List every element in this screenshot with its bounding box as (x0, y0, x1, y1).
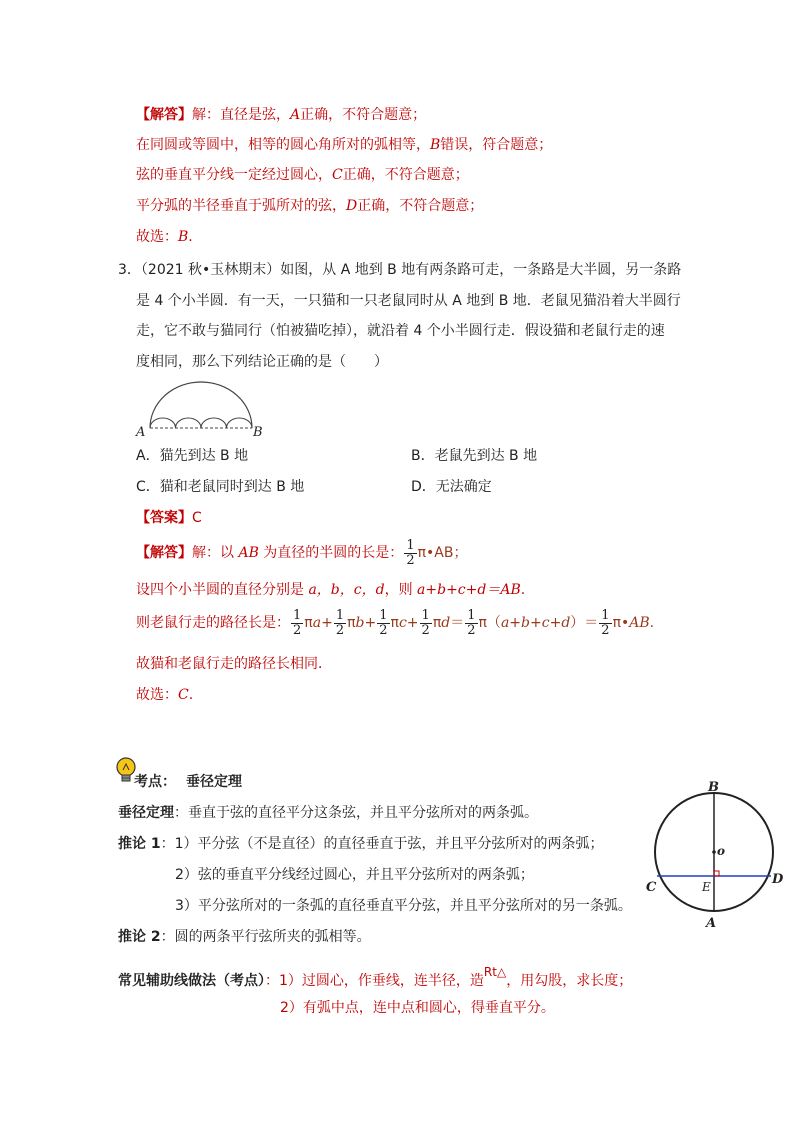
label-d: D (772, 872, 784, 887)
q3-solution-line2: 设四个小半圆的直径分别是 a，b，c，d，则 a+b+c+d＝AB. (136, 582, 526, 598)
fraction-half: $\frac{1}{2}$ (421, 607, 430, 638)
q3-solution-line1: 【解答】解：以 AB 为直径的半圆的长是： $\frac{1}{2}$ π•AB； (136, 537, 468, 568)
large-semicircle (150, 382, 252, 428)
formula-part: π•AB. (612, 615, 655, 631)
q3-answer: 【答案】C (136, 510, 202, 526)
label-b: B (253, 425, 263, 440)
fraction-half: $\frac{1}{2}$ (335, 607, 345, 638)
circle-diagram (640, 775, 790, 935)
kaodian-title: 考点： 垂径定理 (134, 774, 242, 790)
label-c: C (646, 880, 657, 895)
formula-part: πa+ (304, 615, 333, 631)
q2-solution-line1: 【解答】解：直径是弦，A正确，不符合题意； (136, 107, 427, 123)
option-b: B．老鼠先到达 B 地 (411, 448, 538, 464)
fraction-half: $\frac{1}{2}$ (601, 607, 610, 638)
corollary1-item3: 3）平分弦所对的一条弧的直径垂直平分弦，并且平分弦所对的另一条弧。 (175, 898, 632, 914)
q3-line2: 是 4 个小半圆．有一天，一只猫和一只老鼠同时从 A 地到 B 地．老鼠见猫沿着大半圆行 (136, 293, 681, 309)
question-number: 3． (118, 262, 141, 278)
rt-triangle: Rt△ (483, 965, 507, 979)
option-c: C．猫和老鼠同时到达 B 地 (136, 479, 305, 495)
label-a: A (706, 916, 717, 931)
q3-solution-line3: 则老鼠行走的路径长是： $\frac{1}{2}$ πa+ $\frac{1}{2}$ πb+ $\frac{1}{2}$ πc+ $\frac{1}{2}$ πd＝ $\frac{1}{2}$ π（a+b+c+d）＝ $\frac{1}{2}$ π•AB. (136, 607, 655, 638)
q3-line1: 3．（2021 秋•玉林期末）如图，从 A 地到 B 地有两条路可走，一条路是大半圆，另一条路 (118, 262, 682, 278)
q2-choose: 故选：B. (136, 229, 193, 245)
corollary1-item2: 2）弦的垂直平分线经过圆心，并且平分弦所对的两条弧； (175, 867, 534, 883)
label-o: o (717, 844, 726, 858)
formula-part: πc+ (390, 615, 419, 631)
fraction-half: $\frac{1}{2}$ (379, 607, 388, 638)
center-point (712, 850, 716, 854)
small-semicircles (150, 418, 252, 428)
formula-part: πd＝ (432, 615, 465, 631)
label-a: A (136, 425, 146, 440)
formula-part: πb+ (347, 615, 377, 631)
q3-line4: 度相同，那么下列结论正确的是（ ） (136, 354, 388, 370)
q3-choose: 故选：C. (136, 687, 194, 703)
label-e: E (702, 880, 711, 894)
corollary1-line1: 推论 1：1）平分弦（不是直径）的直径垂直于弦，并且平分弦所对的两条弧； (118, 836, 604, 852)
theorem-line: 垂径定理：垂直于弦的直径平分这条弦，并且平分弦所对的两条弧。 (118, 805, 538, 821)
corollary2-line: 推论 2：圆的两条平行弦所夹的弧相等。 (118, 929, 371, 945)
fraction-half: $\frac{1}{2}$ (467, 607, 476, 638)
option-d: D．无法确定 (411, 479, 492, 495)
label-b: B (708, 780, 719, 795)
aux-line2: 2）有弧中点，连中点和圆心，得垂直平分。 (280, 1000, 555, 1016)
solution-tag: 【解答】 (136, 107, 192, 123)
option-a: A．猫先到达 B 地 (136, 448, 249, 464)
q2-solution-line3: 弦的垂直平分线一定经过圆心，C正确，不符合题意； (136, 167, 469, 183)
formula-part: π（a+b+c+d）＝ (478, 615, 599, 631)
q3-conclusion: 故猫和老鼠行走的路径长相同． (136, 656, 332, 672)
fraction-half: $\frac{1}{2}$ (406, 537, 415, 568)
q2-solution-line4: 平分弧的半径垂直于弧所对的弦，D正确，不符合题意； (136, 198, 484, 214)
aux-line1: 常见辅助线做法（考点）：1）过圆心，作垂线，连半径，造Rt△，用勾股，求长度； (118, 965, 633, 989)
fraction-half: $\frac{1}{2}$ (293, 607, 302, 638)
q3-line3: 走，它不敢与猫同行（怕被猫吃掉），就沿着 4 个小半圆行走．假设猫和老鼠行走的速 (136, 323, 665, 339)
q2-solution-line2: 在同圆或等圆中，相等的圆心角所对的弧相等，B错误，符合题意； (136, 137, 553, 153)
semicircle-figure (134, 378, 264, 440)
